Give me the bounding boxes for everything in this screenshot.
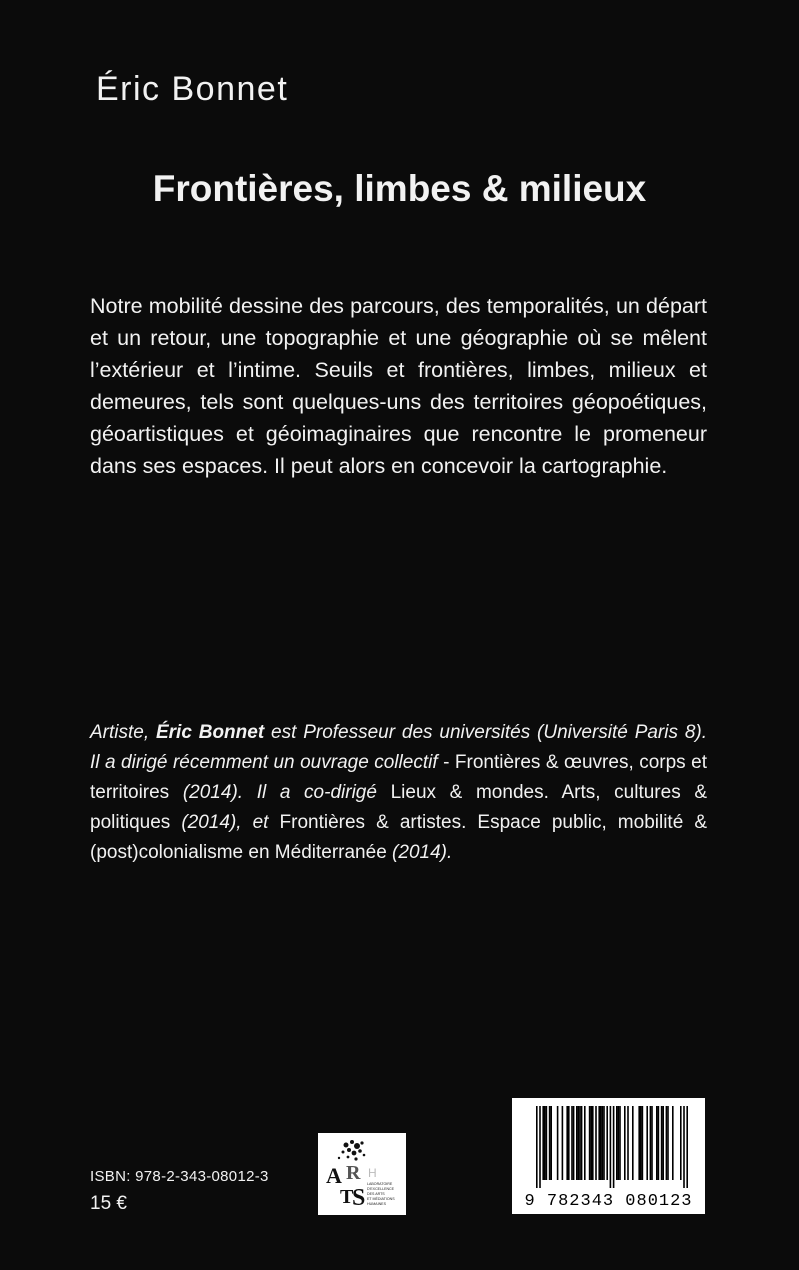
barcode-bar — [584, 1106, 586, 1180]
barcode-bar — [590, 1106, 592, 1180]
barcode-bar — [619, 1106, 621, 1180]
barcode-bar — [606, 1106, 608, 1180]
barcode-bar — [613, 1106, 615, 1188]
barcode-bar — [568, 1106, 570, 1180]
barcode-bar — [680, 1106, 682, 1180]
barcode-bar — [672, 1106, 674, 1180]
bio-text: (2014), et — [181, 812, 269, 833]
barcode-bar — [610, 1106, 612, 1188]
svg-text:LABORATOIRE: LABORATOIRE — [367, 1182, 393, 1186]
barcode-bar — [592, 1106, 594, 1180]
barcode-bar — [632, 1106, 634, 1180]
barcode-bar — [662, 1106, 664, 1180]
barcode-bar — [667, 1106, 669, 1180]
barcode-bar — [616, 1106, 618, 1180]
bio-work-title: - Frontières & œuvres, corps et territoires — [90, 752, 708, 803]
price-label: 15 € — [90, 1193, 127, 1214]
barcode-bar — [598, 1106, 600, 1180]
bio-text: Artiste, — [90, 722, 156, 743]
barcode-bar — [640, 1106, 642, 1180]
barcode-bar — [579, 1106, 581, 1180]
barcode-bar — [661, 1106, 663, 1180]
bio-text: (2014). — [392, 842, 453, 863]
bio-work-title: Frontières & artistes. Espace public, mobilité & (post)colonialisme en Méditerranée — [90, 812, 708, 863]
barcode-bar — [618, 1106, 620, 1180]
logo-letter: T — [340, 1186, 354, 1208]
svg-text:HUMAINES: HUMAINES — [367, 1202, 386, 1206]
book-blurb: Notre mobilité dessine des parcours, des temporalités, un départ et un retour, une topographie et une géographie où se mêlent l’extérieur et l’intime. Seuils et frontières, limbes, milieux et demeures, tels sont quelques-uns des territoires géopoétiques, géoartistiques et géoimaginaires que rencontre le promeneur dans ses espaces. Il peut alors en concevoir la cartographie. — [90, 294, 707, 478]
barcode-bar — [603, 1106, 605, 1180]
barcode-bar — [650, 1106, 652, 1180]
bio-work-title: Lieux & mondes. Arts, cultures & politiques — [90, 782, 708, 833]
barcode-bar — [573, 1106, 575, 1180]
logo-letter: R — [346, 1162, 361, 1184]
barcode-bar — [578, 1106, 580, 1180]
barcode-bar — [544, 1106, 546, 1180]
barcode-bar — [656, 1106, 658, 1180]
barcode-bar — [566, 1106, 568, 1180]
barcode-bar — [600, 1106, 602, 1180]
barcode-bar — [638, 1106, 640, 1180]
barcode — [512, 1098, 705, 1214]
barcode-bar — [666, 1106, 668, 1180]
book-title: Frontières, limbes & milieux — [152, 168, 647, 209]
logo-letter: S — [352, 1185, 366, 1211]
barcode-bar — [562, 1106, 564, 1180]
barcode-bar — [686, 1106, 688, 1188]
bio-text: (2014). Il a co-dirigé — [182, 782, 377, 803]
barcode-bar — [595, 1106, 597, 1180]
barcode-bar — [576, 1106, 578, 1180]
barcode-bar — [546, 1106, 548, 1180]
barcode-bar — [539, 1106, 541, 1188]
svg-text:ET MÉDIATIONS: ET MÉDIATIONS — [367, 1197, 395, 1201]
labex-arts-logo — [318, 1133, 406, 1215]
author-bio — [90, 718, 707, 868]
svg-text:D'EXCELLENCE: D'EXCELLENCE — [367, 1187, 395, 1191]
barcode-bar — [571, 1106, 573, 1180]
barcode-bar — [602, 1106, 604, 1180]
barcode-bar — [581, 1106, 583, 1180]
barcode-bar — [549, 1106, 551, 1180]
logo-letter: A — [326, 1163, 342, 1188]
author-name: Éric Bonnet — [96, 70, 289, 108]
svg-text:DES ARTS: DES ARTS — [367, 1192, 385, 1196]
barcode-number: 9 782343 080123 — [524, 1192, 693, 1211]
barcode-bar — [646, 1106, 648, 1180]
barcode-bar — [651, 1106, 653, 1180]
labex-logo-icon — [318, 1133, 406, 1215]
barcode-bar — [589, 1106, 591, 1180]
isbn-label: ISBN: 978-2-343-08012-3 — [90, 1168, 269, 1185]
svg-text:H: H — [368, 1166, 377, 1180]
barcode-bar — [542, 1106, 544, 1180]
bio-author-name: Éric Bonnet — [155, 722, 265, 743]
bio-text: est Professeur des universités (Université Paris 8). Il a dirigé récemment un ouvrage collectif — [90, 722, 708, 773]
barcode-bar — [624, 1106, 626, 1180]
barcode-bar — [627, 1106, 629, 1180]
barcode-bar — [536, 1106, 538, 1188]
barcode-bar — [683, 1106, 685, 1188]
barcode-bar — [557, 1106, 559, 1180]
barcode-bar — [550, 1106, 552, 1180]
barcode-bar — [658, 1106, 660, 1180]
barcode-bar — [642, 1106, 644, 1180]
